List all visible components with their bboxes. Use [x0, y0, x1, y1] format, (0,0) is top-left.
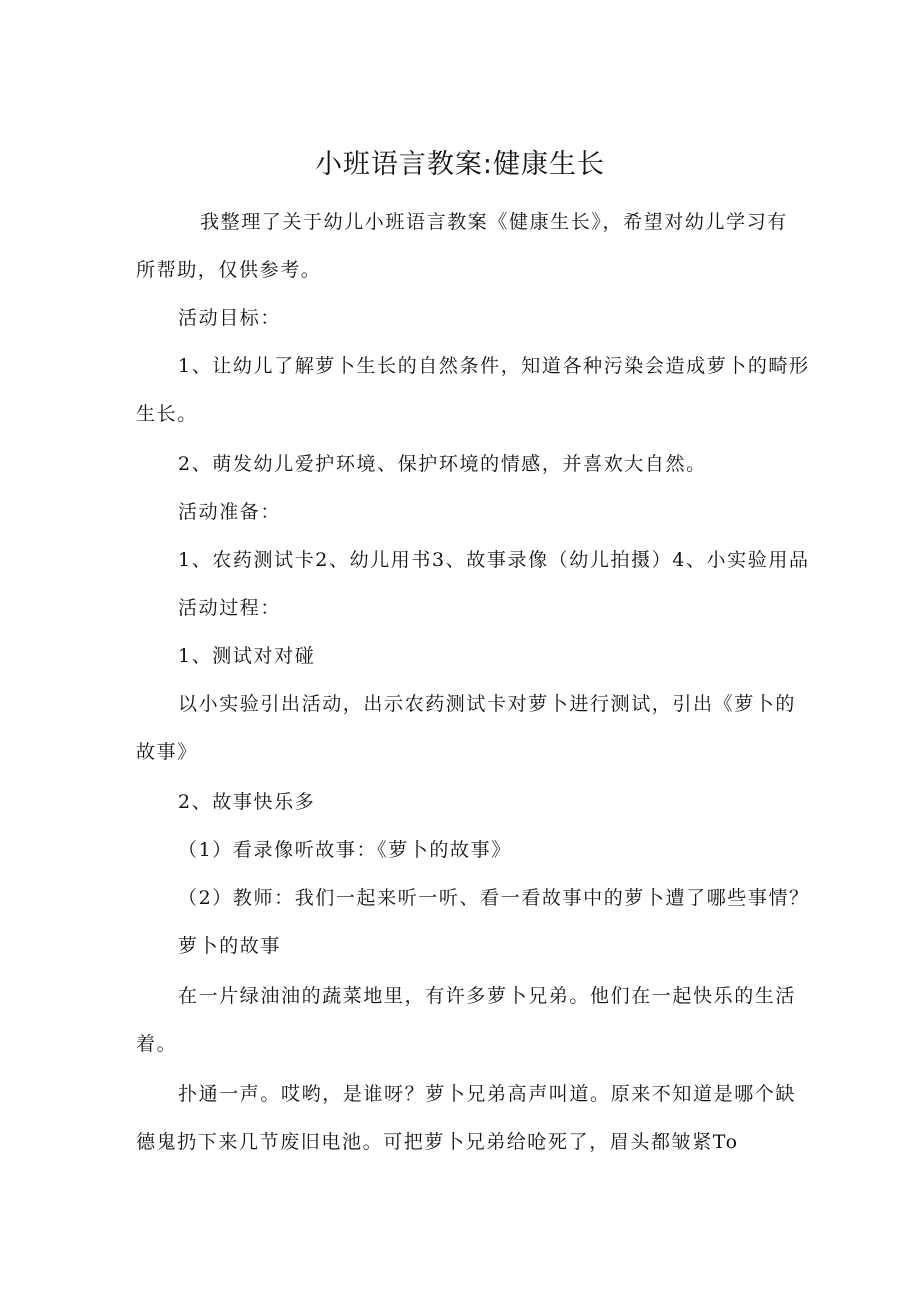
story-paragraph-1-line-1: 在一片绿油油的蔬菜地里，有许多萝卜兄弟。他们在一起快乐的生活 [178, 985, 797, 1007]
process-step-1-text-line-2: 故事》 [136, 741, 198, 763]
story-paragraph-2-line-1: 扑通一声。哎哟，是谁呀？萝卜兄弟高声叫道。原来不知道是哪个缺 [178, 1083, 797, 1105]
document-title: 小班语言教案:健康生长 [314, 149, 606, 180]
section-heading-preparation: 活动准备： [178, 501, 282, 523]
intro-line-2: 所帮助，仅供参考。 [136, 259, 322, 281]
process-step-2-item-2: （2）教师：我们一起来听一听、看一看故事中的萝卜遭了哪些事情？ [178, 887, 810, 909]
intro-line-1: 我整理了关于幼儿小班语言教案《健康生长》，希望对幼儿学习有 [200, 211, 788, 233]
process-step-1: 1、测试对对碰 [178, 645, 316, 667]
section-heading-process: 活动过程： [178, 597, 282, 619]
story-heading: 萝卜的故事 [178, 935, 282, 957]
preparation-items: 1、农药测试卡2、幼儿用书3、故事录像（幼儿拍摄）4、小实验用品 [178, 549, 810, 571]
section-heading-goals: 活动目标： [178, 307, 282, 329]
process-step-2-item-1: （1）看录像听故事：《萝卜的故事》 [178, 839, 512, 861]
story-paragraph-2-line-2: 德鬼扔下来几节废旧电池。可把萝卜兄弟给呛死了，眉头都皱紧To [136, 1131, 739, 1153]
goal-2: 2、萌发幼儿爱护环境、保护环境的情感，并喜欢大自然。 [178, 453, 707, 475]
process-step-2: 2、故事快乐多 [178, 791, 316, 813]
story-paragraph-1-line-2: 着。 [136, 1033, 178, 1055]
goal-1-line-1: 1、让幼儿了解萝卜生长的自然条件，知道各种污染会造成萝卜的畸形 [178, 355, 810, 377]
process-step-1-text-line-1: 以小实验引出活动，出示农药测试卡对萝卜进行测试，引出《萝卜的 [178, 693, 797, 715]
goal-1-line-2: 生长。 [136, 403, 198, 425]
